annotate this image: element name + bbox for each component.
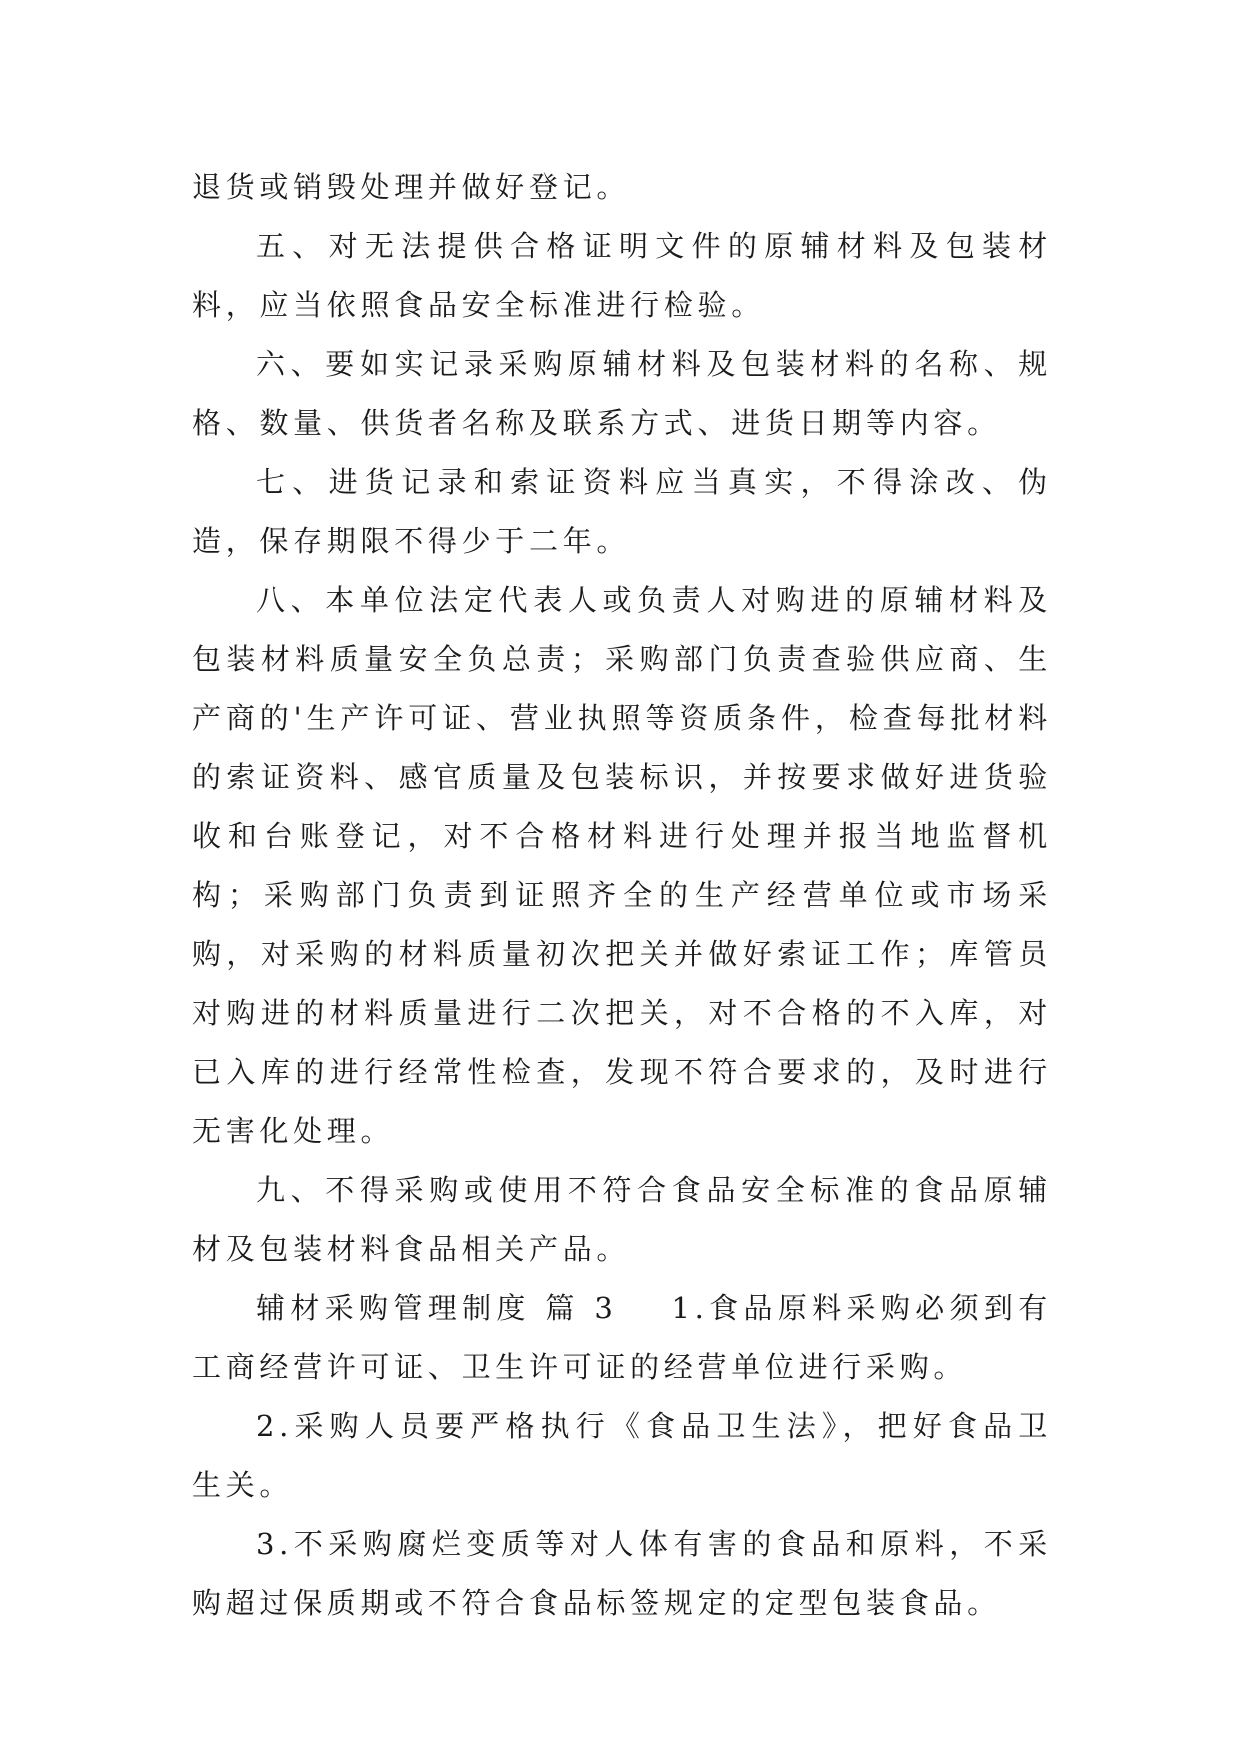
document-body <box>192 158 1052 1633</box>
paragraph-item-8: 八、本单位法定代表人或负责人对购进的原辅材料及包装材料质量安全负总责；采购部门负责查验供应商、生产商的'生产许可证、营业执照等资质条件，检查每批材料的索证资料、感官质量及包装标识，并按要求做好进货验收和台账登记，对不合格材料进行处理并报当地监督机构；采购部门负责到证照齐全的生产经营单位或市场采购，对采购的材料质量初次把关并做好索证工作；库管员对购进的材料质量进行二次把关，对不合格的不入库，对已入库的进行经常性检查，发现不符合要求的，及时进行无害化处理。 <box>192 583 1052 1148</box>
section-part-label: 篇 3 <box>544 1291 618 1325</box>
section-3-item-2: 2.采购人员要严格执行《食品卫生法》，把好食品卫生关。 <box>192 1409 1052 1502</box>
section-heading: 辅材采购管理制度 <box>256 1291 531 1325</box>
section-3-paragraph <box>192 1279 1052 1397</box>
paragraph-item-5: 五、对无法提供合格证明文件的原辅材料及包装材料，应当依照食品安全标准进行检验。 <box>192 229 1052 322</box>
paragraph-continuation: 退货或销毁处理并做好登记。 <box>192 170 631 204</box>
paragraph-item-9: 九、不得采购或使用不符合食品安全标准的食品原辅材及包装材料食品相关产品。 <box>192 1173 1052 1266</box>
paragraph-item-7: 七、进货记录和索证资料应当真实，不得涂改、伪造，保存期限不得少于二年。 <box>192 465 1052 558</box>
section-3-item-1: 1.食品原料采购必须到有工商经营许可证、卫生许可证的经营单位进行采购。 <box>192 1291 1052 1384</box>
section-3-item-3: 3.不采购腐烂变质等对人体有害的食品和原料，不采购超过保质期或不符合食品标签规定的定型包装食品。 <box>192 1527 1052 1620</box>
paragraph-item-6: 六、要如实记录采购原辅材料及包装材料的名称、规格、数量、供货者名称及联系方式、进货日期等内容。 <box>192 347 1052 440</box>
